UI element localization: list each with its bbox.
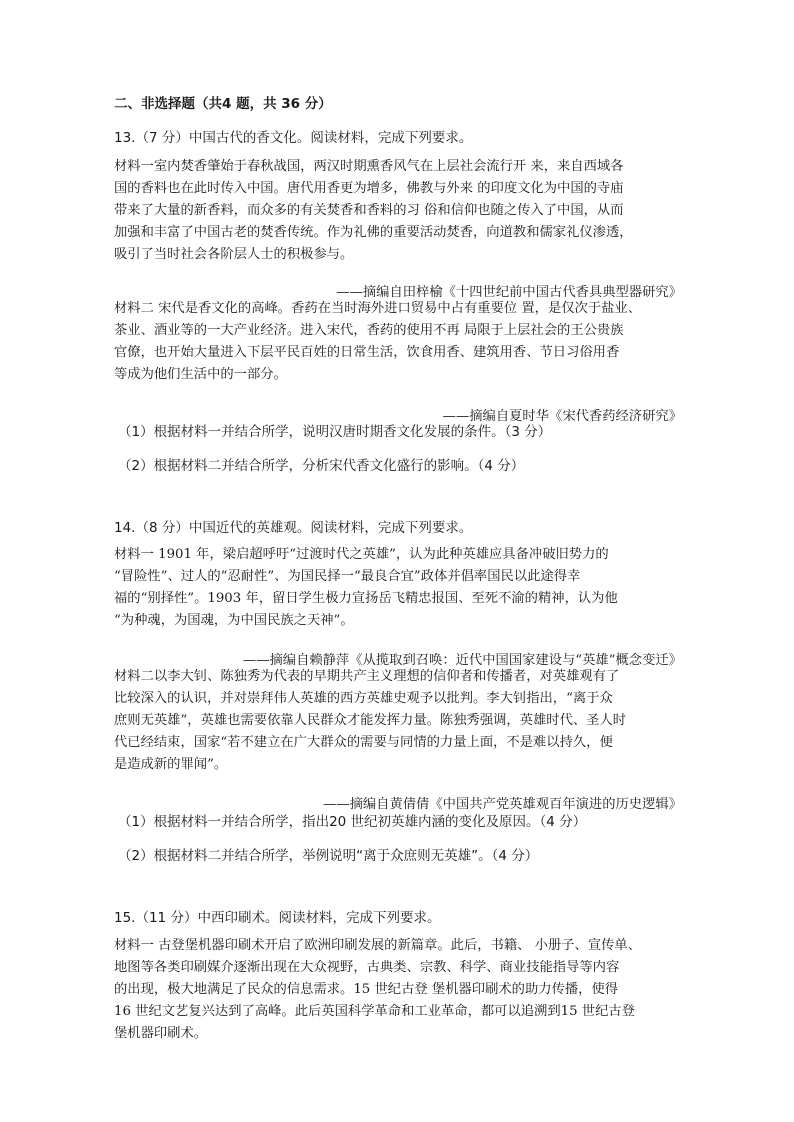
material-line: 福的“别择性”。1903 年，留日学生极力宣扬岳飞精忠报国、至死不渝的精神，认为他 xyxy=(114,591,618,606)
material-line: 地图等各类印刷媒介逐渐出现在大众视野，古典类、宗教、科学、商业技能指导等内容 xyxy=(114,960,620,975)
source-citation: ——摘编自夏时华《宋代香药经济研究》 xyxy=(442,409,682,425)
source-citation: ——摘编自赖静萍《从揽取到召唤：近代中国国家建设与“英雄”概念变迁》 xyxy=(242,653,682,669)
material-line: “冒险性”、过人的“忍耐性”、为国民择一“最良合宜”政体并倡率国民以此途得幸 xyxy=(114,569,581,584)
material-line: 材料一 1901 年，梁启超呼吁“过渡时代之英雄”，认为此种英雄应具备冲破旧势力的 xyxy=(114,547,609,562)
material-line: 材料一 古登堡机器印刷术开启了欧洲印刷发展的新篇章。此后，书籍、 小册子、宣传单、 xyxy=(114,938,642,953)
material-line: 的出现，极大地满足了民众的信息需求。15 世纪古登 堡机器印刷术的助力传播，使得 xyxy=(114,982,619,997)
material-line: 吸引了当时社会各阶层人士的积极参与。 xyxy=(114,247,354,262)
question-15-title: 15.（11 分）中西印刷术。阅读材料，完成下列要求。 xyxy=(114,910,441,926)
material-line: “为种魂，为国魂，为中国民族之天神”。 xyxy=(114,613,354,628)
sub-question: （1）根据材料一并结合所学，说明汉唐时期香文化发展的条件。（3 分） xyxy=(118,424,552,440)
material-line: 国的香料也在此时传入中国。唐代用香更为增多，佛教与外来 的印度文化为中国的寺庙 xyxy=(114,181,624,196)
material-line: 官僚，也开始大量进入下层平民百姓的日常生活，饮食用香、建筑用香、节日习俗用香 xyxy=(114,345,620,360)
sub-question: （1）根据材料一并结合所学，指出20 世纪初英雄内涵的变化及原因。（4 分） xyxy=(118,814,587,830)
material-line: 堡机器印刷术。 xyxy=(114,1026,208,1041)
material-line: 是造成新的罪闻”。 xyxy=(114,757,228,772)
material-line: 代已经结束，国家“若不建立在广大群众的需要与同情的力量上面，不是难以持久，便 xyxy=(114,735,613,750)
sub-question: （2）根据材料二并结合所学，举例说明“离于众庶则无英雄”。（4 分） xyxy=(118,848,539,864)
material-line: 带来了大量的新香料，而众多的有关焚香和香料的习 俗和信仰也随之传入了中国，从而 xyxy=(114,203,624,218)
material-line: 茶业、酒业等的一大产业经济。进入宋代，香药的使用不再 局限于上层社会的王公贵族 xyxy=(114,323,624,338)
material-line: 比较深入的认识，并对崇拜伟人英雄的西方英雄史观予以批判。李大钊指出，“离于众 xyxy=(114,691,613,706)
material-line: 加强和丰富了中国古老的焚香传统。作为礼佛的重要活动焚香，向道教和儒家礼仪渗透， xyxy=(114,225,633,240)
sub-question: （2）根据材料二并结合所学，分析宋代香文化盛行的影响。（4 分） xyxy=(118,458,525,474)
section-title: 二、非选择题（共4 题，共 36 分） xyxy=(114,96,332,112)
source-citation: ——摘编自田梓榆《十四世纪前中国古代香具典型器研究》 xyxy=(336,285,682,301)
material-line: 庶则无英雄”，英雄也需要依靠人民群众才能发挥力量。陈独秀强调，英雄时代、圣人时 xyxy=(114,713,627,728)
question-14-title: 14.（8 分）中国近代的英雄观。阅读材料，完成下列要求。 xyxy=(114,520,473,536)
material-line: 材料一室内焚香肇始于春秋战国，两汉时期熏香风气在上层社会流行开 来，来自西域各 xyxy=(114,159,624,174)
material-line: 等成为他们生活中的一部分。 xyxy=(114,367,287,382)
material-line: 16 世纪文艺复兴达到了高峰。此后英国科学革命和工业革命，都可以追溯到15 世纪古登 xyxy=(114,1004,635,1019)
material-line: 材料二以李大钊、陈独秀为代表的早期共产主义理想的信仰者和传播者，对英雄观有了 xyxy=(114,669,620,684)
question-13-title: 13.（7 分）中国古代的香文化。阅读材料，完成下列要求。 xyxy=(114,130,473,146)
source-citation: ——摘编自黄倩倩《中国共产党英雄观百年演进的历史逻辑》 xyxy=(322,797,682,813)
material-line: 材料二 宋代是香文化的高峰。香药在当时海外进口贸易中占有重要位 置，是仅次于盐业、 xyxy=(114,301,642,316)
